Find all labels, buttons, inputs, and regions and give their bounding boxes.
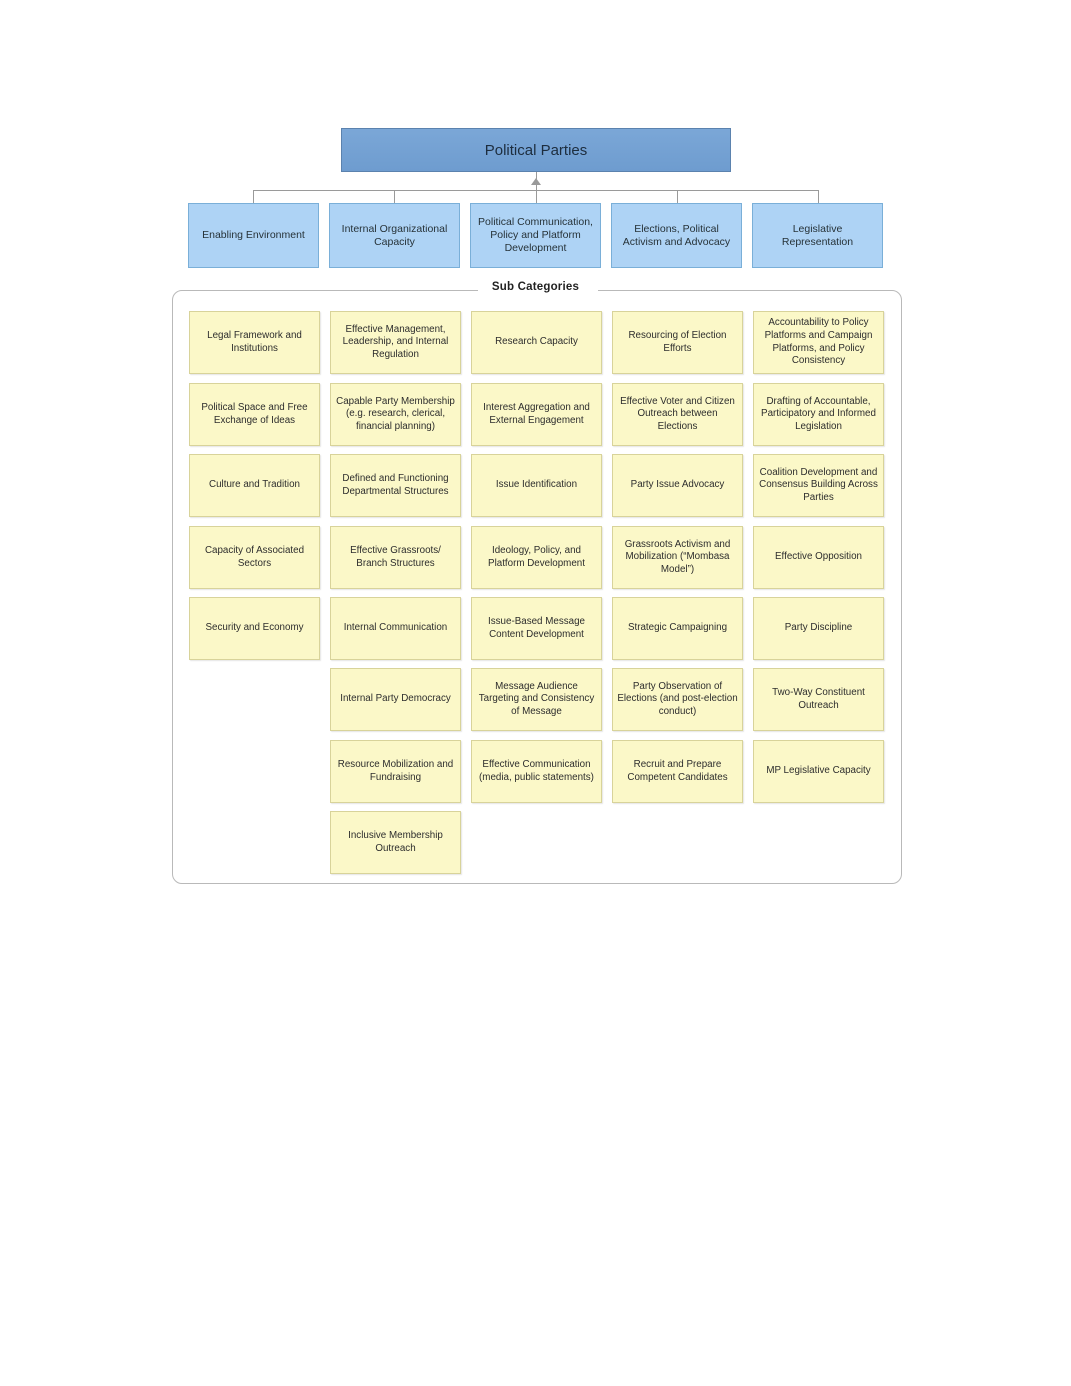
- sub-cell: [189, 383, 320, 446]
- sub-cell-label: Ideology, Policy, and Platform Development: [488, 544, 585, 569]
- sub-cell: [471, 668, 602, 731]
- sub-cell: [471, 454, 602, 517]
- sub-cell: [330, 668, 461, 731]
- category-node-enabling-environment: [188, 203, 319, 268]
- sub-cell-label: Issue-Based Message Content Development: [488, 615, 585, 640]
- sub-cell-label: Recruit and Prepare Competent Candidates: [627, 758, 728, 783]
- sub-cell: [189, 526, 320, 589]
- sub-cell: [612, 668, 743, 731]
- root-node: [341, 128, 731, 172]
- sub-cell: [753, 454, 884, 517]
- sub-cell: [189, 311, 320, 374]
- connector-drop-2: [394, 190, 395, 203]
- sub-cell-label: Internal Party Democracy: [340, 693, 451, 705]
- sub-cell: [753, 740, 884, 803]
- category-label: Political Communication, Policy and Platform Development: [478, 216, 593, 254]
- sub-cell: [330, 597, 461, 660]
- sub-cell: [753, 311, 884, 374]
- sub-cell-label: Party Issue Advocacy: [630, 479, 725, 491]
- connector-arrow-icon: [531, 178, 541, 185]
- sub-categories-title: Sub Categories: [491, 281, 580, 293]
- sub-cell-label: Legal Framework and Institutions: [207, 329, 302, 354]
- sub-cell: [189, 454, 320, 517]
- sub-cell-label: Resourcing of Election Efforts: [628, 329, 727, 354]
- sub-cell-label: Effective Opposition: [775, 551, 862, 563]
- connector-drop-1: [253, 190, 254, 203]
- sub-cell: [330, 526, 461, 589]
- sub-cell-label: Effective Communication (media, public statements): [479, 758, 594, 783]
- sub-cell-label: Strategic Campaigning: [627, 622, 728, 634]
- sub-cell-label: Two-Way Constituent Outreach: [772, 686, 865, 711]
- category-node-legislative-representation: [752, 203, 883, 268]
- sub-cell-label: Culture and Tradition: [209, 479, 300, 491]
- sub-cell: [471, 311, 602, 374]
- sub-cell: [330, 740, 461, 803]
- category-node-political-communication: [470, 203, 601, 268]
- sub-cell: [612, 454, 743, 517]
- sub-cell: [471, 740, 602, 803]
- sub-cell: [753, 383, 884, 446]
- sub-cell: [753, 597, 884, 660]
- sub-cell-label: Research Capacity: [495, 336, 578, 348]
- sub-cell-label: Issue Identification: [495, 479, 578, 491]
- sub-cell-label: Security and Economy: [205, 622, 304, 634]
- sub-cell: [612, 311, 743, 374]
- connector-drop-3: [536, 190, 537, 203]
- sub-cell-label: Accountability to Policy Platforms and Campaign Platforms, and Policy Consistency: [764, 317, 873, 367]
- sub-cell: [471, 526, 602, 589]
- category-label: Legislative Representation: [781, 222, 854, 248]
- category-label: Enabling Environment: [202, 229, 305, 241]
- root-node-label: Political Parties: [484, 141, 588, 159]
- sub-cell-label: Political Space and Free Exchange of Ideas: [201, 401, 308, 426]
- sub-cell: [612, 740, 743, 803]
- sub-cell: [612, 526, 743, 589]
- sub-cell: [330, 811, 461, 874]
- sub-cell: [753, 526, 884, 589]
- sub-cell: [471, 597, 602, 660]
- sub-cell-label: Capable Party Membership (e.g. research, clerical, financial planning): [336, 395, 455, 432]
- sub-cell-label: Effective Grassroots/ Branch Structures: [350, 544, 441, 569]
- sub-cell-label: Interest Aggregation and External Engagement: [483, 401, 590, 426]
- category-label: Internal Organizational Capacity: [341, 222, 448, 248]
- sub-cell: [612, 597, 743, 660]
- connector-drop-5: [818, 190, 819, 203]
- sub-cell-label: Capacity of Associated Sectors: [204, 544, 305, 569]
- sub-cell: [753, 668, 884, 731]
- category-label: Elections, Political Activism and Advocacy: [622, 222, 731, 248]
- category-node-elections-activism-advocacy: [611, 203, 742, 268]
- sub-cell-label: Party Observation of Elections (and post-election conduct): [617, 680, 738, 717]
- sub-cell-label: Coalition Development and Consensus Building Across Parties: [759, 466, 878, 503]
- sub-cell: [471, 383, 602, 446]
- sub-cell-label: Inclusive Membership Outreach: [348, 829, 443, 854]
- sub-cell-label: Drafting of Accountable, Participatory and Informed Legislation: [761, 395, 876, 432]
- sub-cell-label: Grassroots Activism and Mobilization (“Mombasa Model”): [624, 538, 731, 575]
- sub-cell-label: Party Discipline: [784, 622, 853, 634]
- sub-cell: [330, 311, 461, 374]
- sub-cell-label: Resource Mobilization and Fundraising: [337, 758, 454, 783]
- sub-cell-label: Internal Communication: [343, 622, 448, 634]
- sub-cell-label: Message Audience Targeting and Consistency of Message: [478, 680, 595, 717]
- sub-cell: [330, 454, 461, 517]
- sub-cell-label: Effective Management, Leadership, and Internal Regulation: [342, 323, 449, 360]
- sub-cell-label: MP Legislative Capacity: [766, 765, 871, 777]
- sub-cell-label: Defined and Functioning Departmental Structures: [342, 472, 449, 497]
- connector-drop-4: [677, 190, 678, 203]
- sub-cell: [612, 383, 743, 446]
- sub-cell: [330, 383, 461, 446]
- sub-cell-label: Effective Voter and Citizen Outreach between Elections: [620, 395, 735, 432]
- category-node-internal-organizational-capacity: [329, 203, 460, 268]
- sub-cell: [189, 597, 320, 660]
